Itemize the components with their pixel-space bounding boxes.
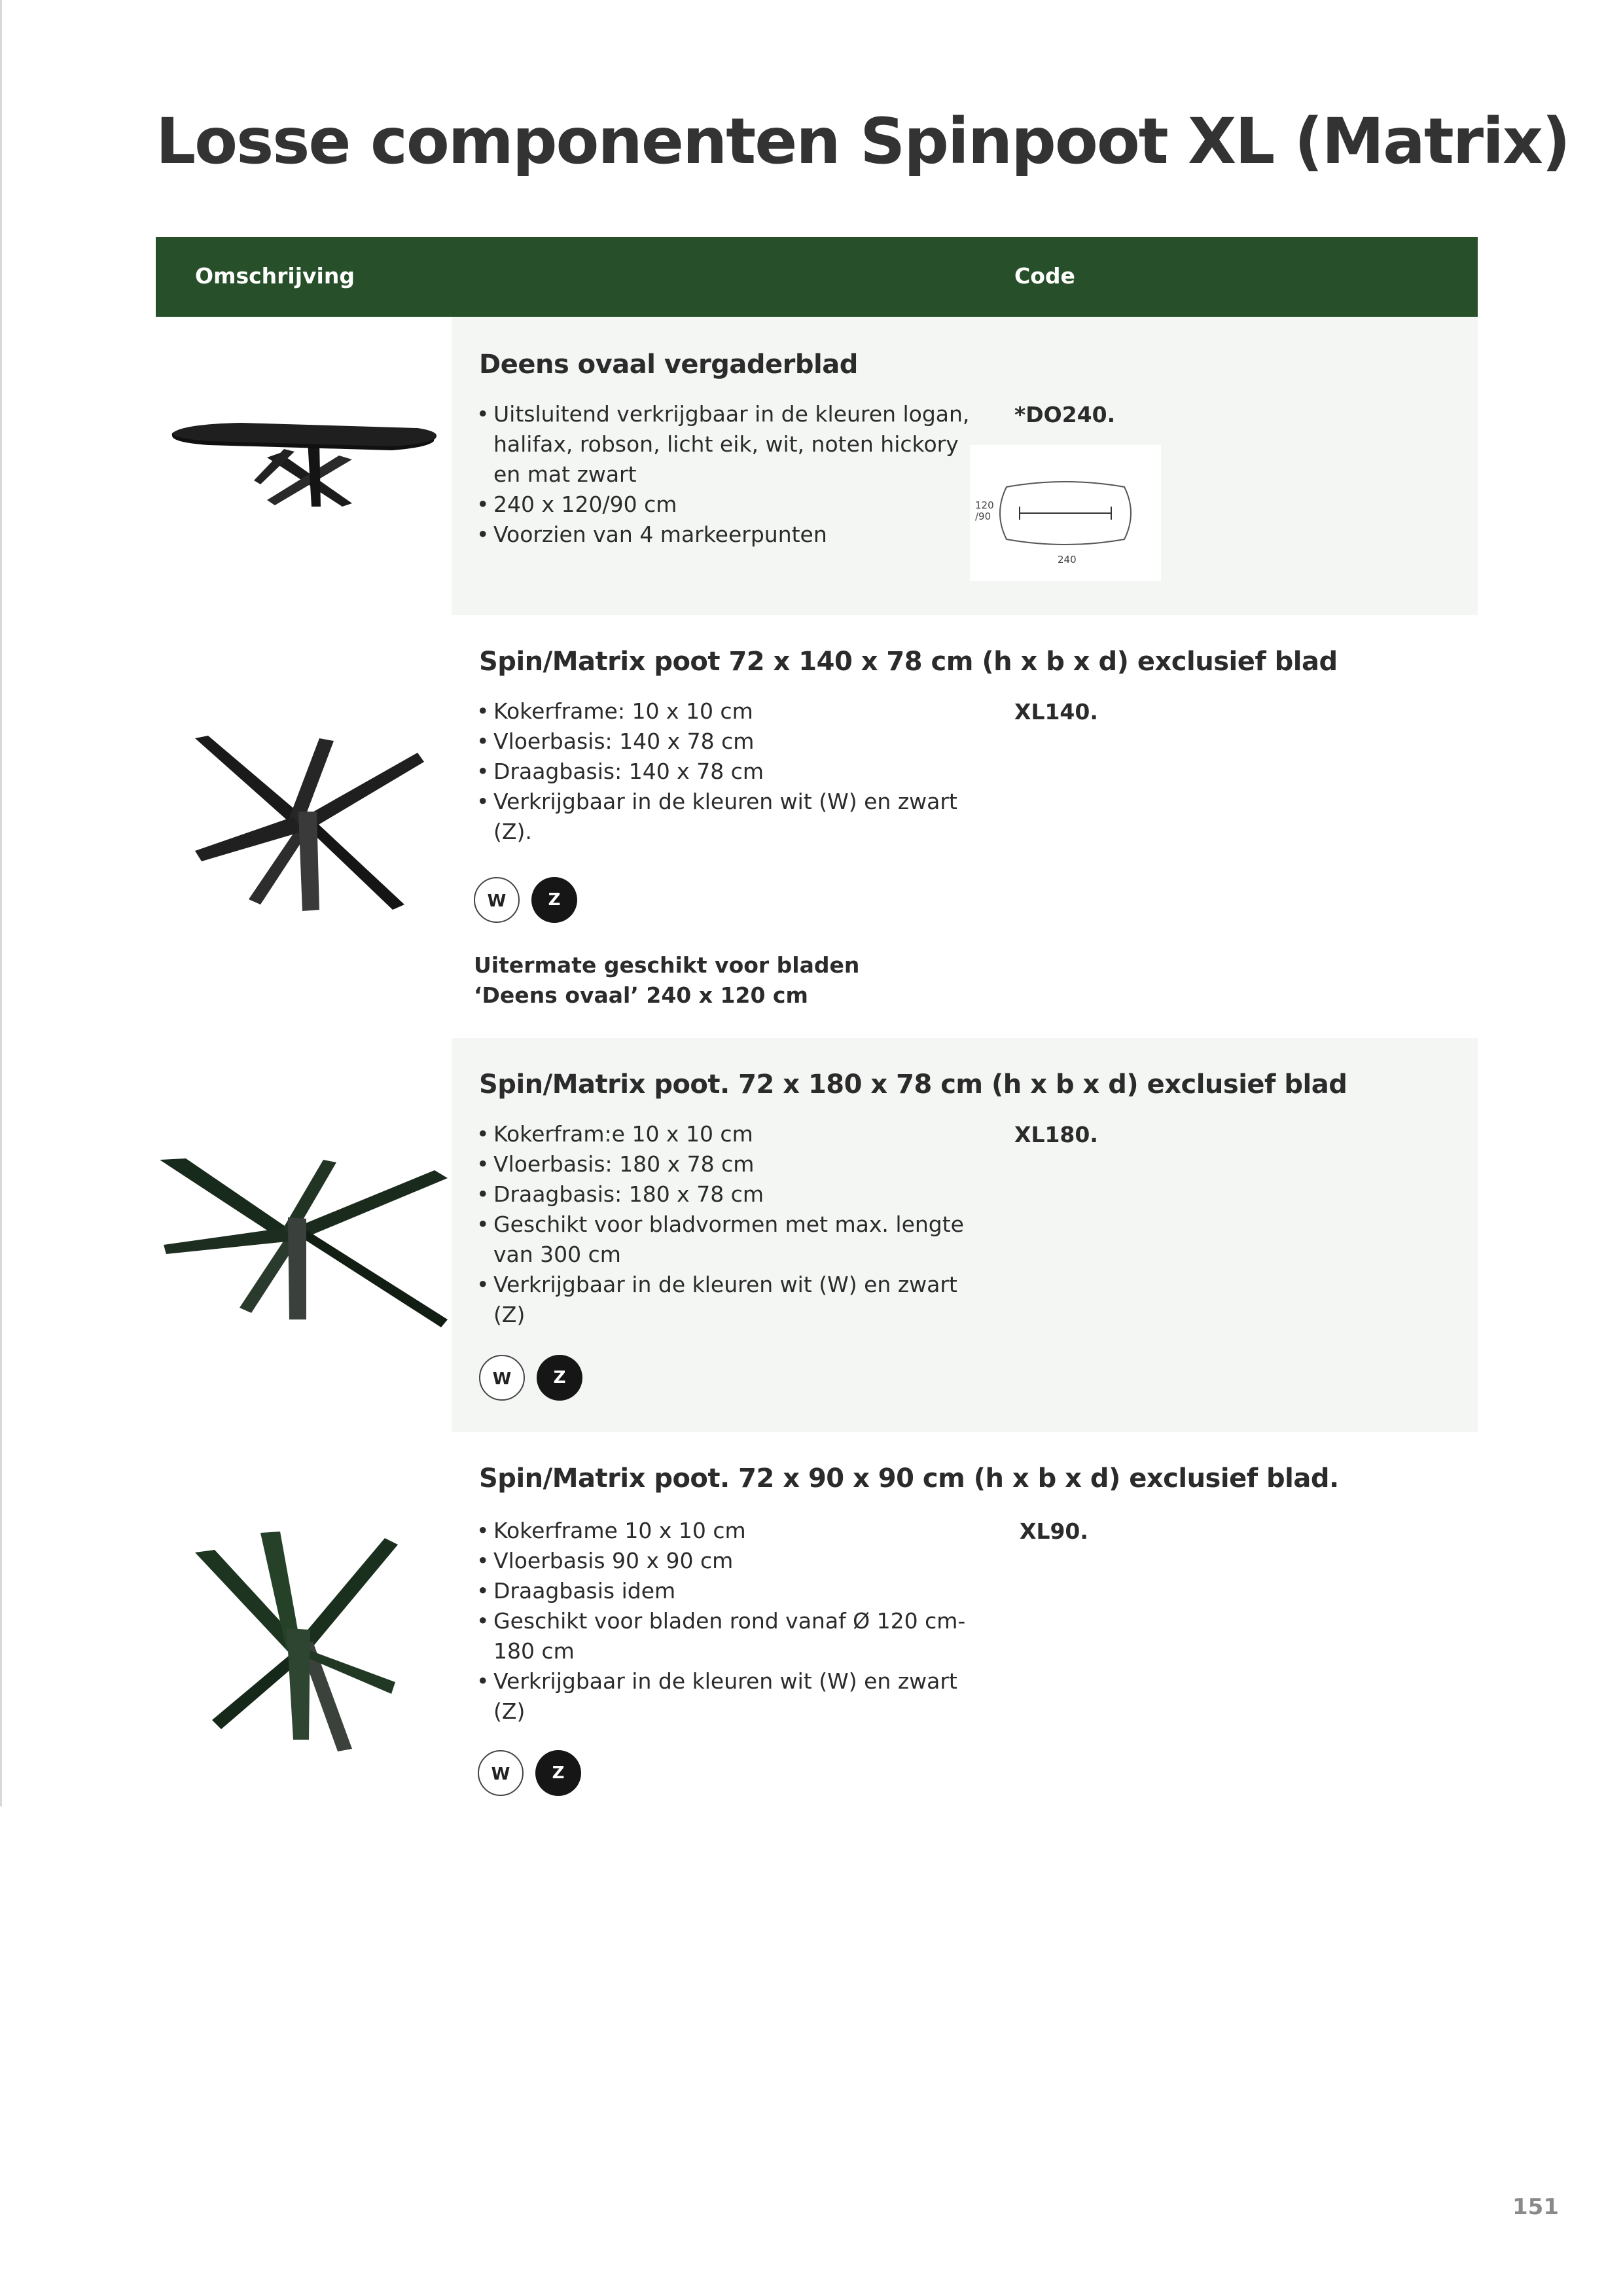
product-code: *DO240.: [1014, 402, 1116, 427]
header-code: Code: [1014, 263, 1075, 289]
product-row-do240: [156, 317, 1478, 615]
spider-leg-square-icon: [195, 1530, 404, 1753]
spec-item: • Vloerbasis: 140 x 78 cm: [476, 726, 974, 757]
spec-item: • Draagbasis: 180 x 78 cm: [476, 1179, 974, 1210]
spec-item: • Verkrijgbaar in de kleuren wit (W) en zwart (Z): [476, 1270, 974, 1330]
color-swatch-black: Z: [537, 1355, 582, 1401]
spec-item: • Vloerbasis 90 x 90 cm: [476, 1546, 974, 1576]
color-swatch-white: W: [478, 1750, 524, 1796]
spec-item: • Draagbasis idem: [476, 1576, 974, 1606]
product-row-xl140: [156, 615, 1478, 1038]
page-number: 151: [1512, 2194, 1559, 2220]
spec-item: • Draagbasis: 140 x 78 cm: [476, 757, 974, 787]
oval-dimension-diagram: [970, 445, 1161, 581]
spec-item: • Verkrijgbaar in de kleuren wit (W) en zwart (Z): [476, 1666, 974, 1727]
spec-item: • Geschikt voor bladvormen met max. lengte van 300 cm: [476, 1210, 974, 1270]
color-swatch-black: Z: [535, 1750, 581, 1796]
spec-list: [476, 1119, 974, 1330]
spider-leg-wide-icon: [160, 1156, 448, 1333]
spec-item: • Geschikt voor bladen rond vanaf Ø 120 cm-180 cm: [476, 1606, 974, 1666]
product-code: XL140.: [1014, 699, 1098, 725]
spec-item: • Voorzien van 4 markeerpunten: [476, 520, 974, 550]
product-code: XL90.: [1020, 1518, 1088, 1544]
spec-item: • Uitsluitend verkrijgbaar in de kleuren logan, halifax, robson, licht eik, wit, noten hickory en mat zwart: [476, 399, 974, 490]
product-row-xl90: [156, 1432, 1478, 1825]
color-swatch-white: W: [479, 1355, 525, 1401]
spec-item: • Kokerframe: 10 x 10 cm: [476, 696, 974, 726]
product-row-xl180: [156, 1038, 1478, 1432]
item-title: Deens ovaal vergaderblad: [479, 350, 858, 380]
diagram-height-label-1: 120: [975, 499, 994, 511]
spec-list: [476, 1516, 974, 1727]
oval-table-icon: [169, 395, 444, 526]
spec-item: • Vloerbasis: 180 x 78 cm: [476, 1149, 974, 1179]
color-swatch-white: W: [474, 877, 520, 923]
item-title: Spin/Matrix poot 72 x 140 x 78 cm (h x b x d) exclusief blad: [479, 647, 1338, 677]
spider-leg-icon: [188, 733, 424, 916]
spec-item: • 240 x 120/90 cm: [476, 490, 974, 520]
spec-list: [476, 399, 974, 550]
diagram-width-label: 240: [1058, 554, 1077, 565]
spec-item: • Verkrijgbaar in de kleuren wit (W) en zwart (Z).: [476, 787, 974, 847]
item-title: Spin/Matrix poot. 72 x 180 x 78 cm (h x b x d) exclusief blad: [479, 1069, 1347, 1100]
note-line: ‘Deens ovaal’ 240 x 120 cm: [474, 982, 808, 1008]
spec-item: • Kokerfram:e 10 x 10 cm: [476, 1119, 974, 1149]
item-title: Spin/Matrix poot. 72 x 90 x 90 cm (h x b x d) exclusief blad.: [479, 1463, 1339, 1494]
spec-list: [476, 696, 974, 847]
color-swatch-black: Z: [531, 877, 577, 923]
page-edge-line: [0, 0, 2, 1806]
diagram-height-label-2: /90: [975, 511, 991, 522]
product-code: XL180.: [1014, 1122, 1098, 1147]
page-title: Losse componenten Spinpoot XL (Matrix): [156, 105, 1569, 178]
spec-item: • Kokerframe 10 x 10 cm: [476, 1516, 974, 1546]
header-description: Omschrijving: [195, 263, 355, 289]
table-header: [156, 237, 1478, 317]
note-line: Uitermate geschikt voor bladen: [474, 952, 860, 978]
suitability-note: [474, 950, 932, 1011]
